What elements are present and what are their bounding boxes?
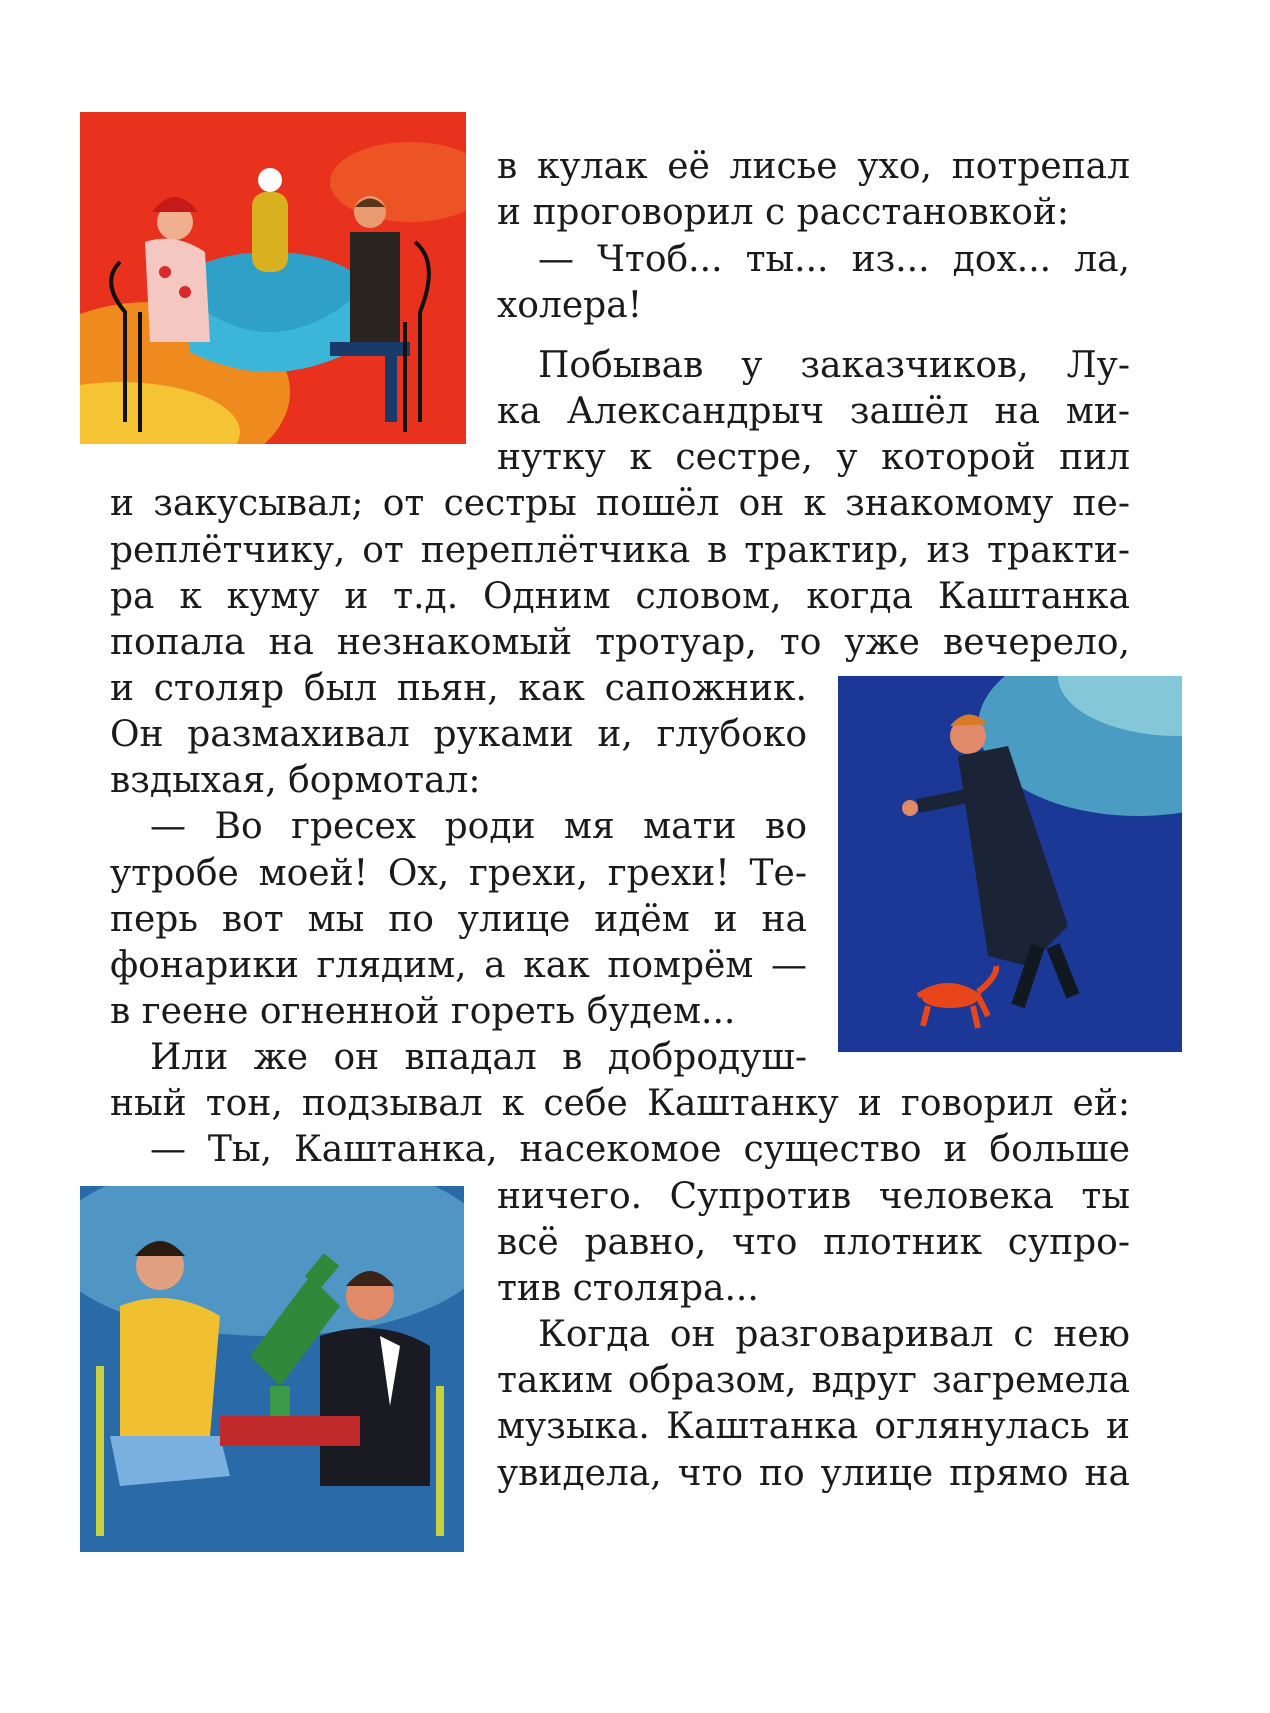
tea-table-painting <box>80 112 466 444</box>
text-line: перь вот мы по улице идём и на <box>110 899 807 940</box>
text-line: ный тон, подзывал к себе Каштанку и говорил ей: <box>110 1083 1130 1124</box>
text-line: в кулак её лисье ухо, потрепал <box>497 146 1130 187</box>
text-line: всё равно, что плотник супро- <box>497 1222 1130 1263</box>
text-line: увидела, что по улице прямо на <box>497 1453 1130 1494</box>
text-line: — Во гресех роди мя мати во <box>150 806 807 847</box>
text-line: Он размахивал руками и, глубоко <box>110 714 807 755</box>
text-line: ничего. Супротив человека ты <box>497 1176 1130 1217</box>
text-line: ка Александрыч зашёл на ми- <box>497 391 1130 432</box>
text-line: холера! <box>497 285 643 326</box>
text-line: и проговорил с расстановкой: <box>497 192 1070 233</box>
carpenter-painting <box>838 676 1182 1052</box>
text-line: вздыхая, бормотал: <box>110 760 481 801</box>
text-line: таким образом, вдруг загремела <box>497 1360 1130 1401</box>
illustration-tea-table <box>80 112 466 444</box>
text-line: утробе моей! Ох, грехи, грехи! Те- <box>110 853 807 894</box>
text-line: фонарики глядим, а как помрём — <box>110 945 807 986</box>
text-line: тив столяра... <box>497 1268 759 1309</box>
text-line: Побывав у заказчиков, Лу- <box>538 345 1130 386</box>
text-line: нутку к сестре, у которой пил <box>497 437 1130 478</box>
text-line: в геене огненной гореть будем... <box>110 991 736 1032</box>
text-line: попала на незнакомый тротуар, то уже вечерело, <box>110 622 1130 663</box>
text-line: — Ты, Каштанка, насекомое существо и больше <box>150 1129 1130 1170</box>
illustration-carpenter-walking <box>838 676 1182 1052</box>
illustration-men-drinking <box>80 1186 464 1552</box>
text-line: Или же он впадал в добродуш- <box>150 1037 807 1078</box>
text-line: музыка. Каштанка оглянулась и <box>497 1406 1130 1447</box>
text-line: — Чтоб... ты... из... дох... ла, <box>538 239 1130 280</box>
text-line: и столяр был пьян, как сапожник. <box>110 668 807 709</box>
text-line: реплётчику, от переплётчика в трактир, из тракти- <box>110 530 1130 571</box>
text-line: ра к куму и т.д. Одним словом, когда Каштанка <box>110 576 1130 617</box>
men-drinking-painting <box>80 1186 464 1552</box>
text-line: и закусывал; от сестры пошёл он к знакомому пе- <box>110 483 1130 524</box>
text-line: Когда он разговаривал с нею <box>538 1314 1130 1355</box>
